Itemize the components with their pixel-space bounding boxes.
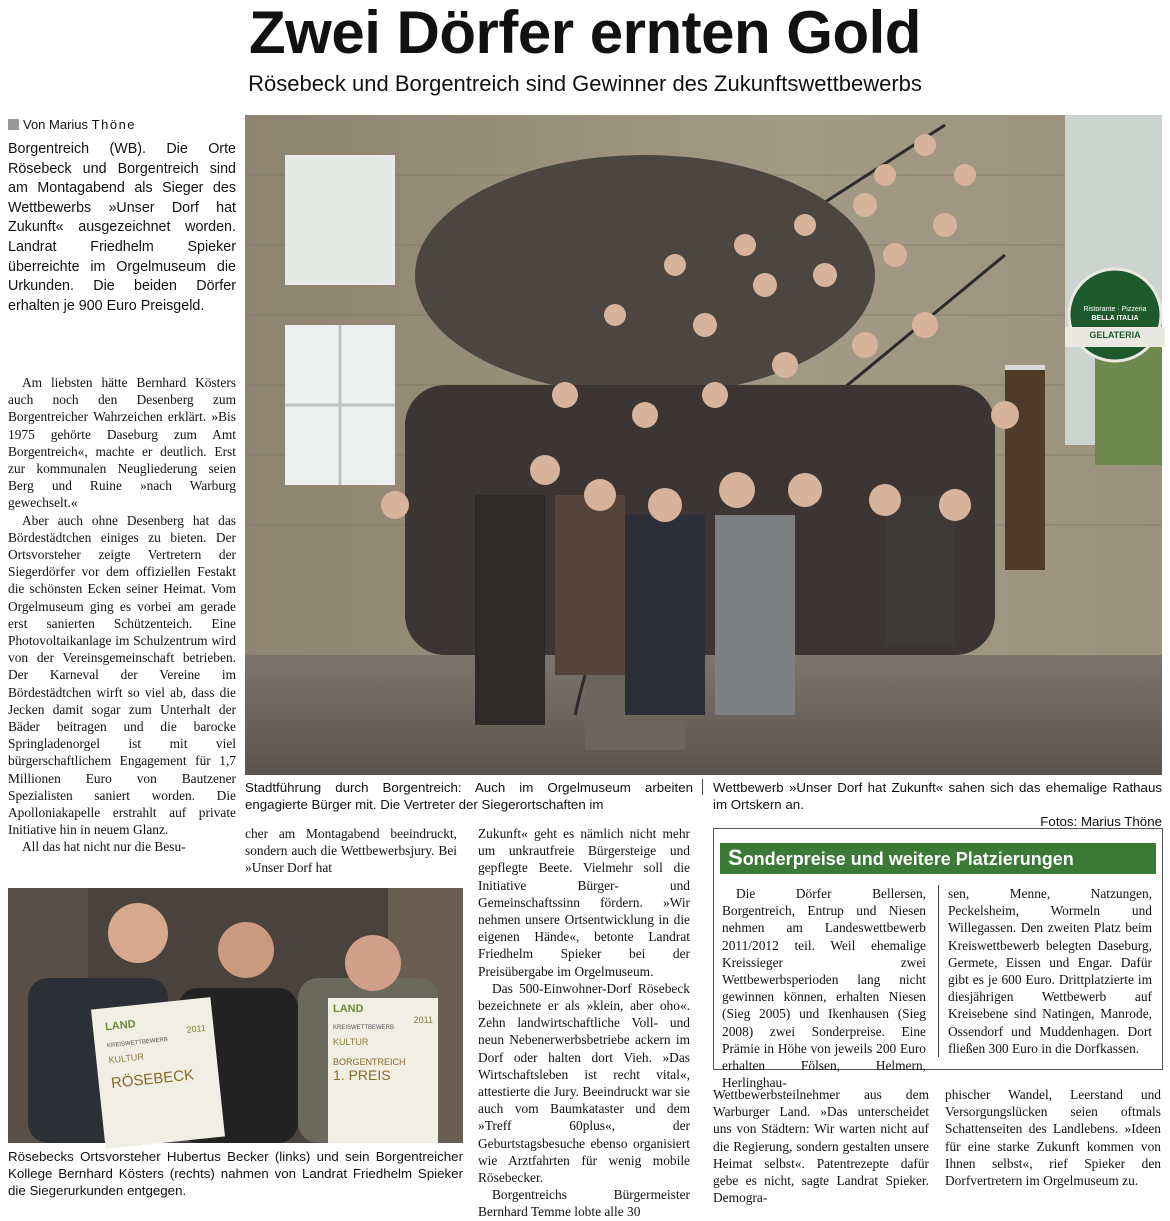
paragraph: Das 500-Einwohner-Dorf Rösebeck bezeichnete er als »klein, aber oho«. Zehn landwirtschaftliche Voll- und neun Nebenerwerbsbetriebe ackern im Dorf oder halten dort Vieh. »Das Wirtschaftsleben ist recht vital«, attestierte die Jury. Beeindruckt war sie auch vom Baumkataster und dem »Treff 60plus«, der Geburtstagsbesuche ebenso organisiert wie Arztfahrten für wenig mobile Rösebecker. [478, 980, 690, 1186]
main-photo-caption-right: Wettbewerb »Unser Dorf hat Zukunft« sahen sich das ehemalige Rathaus im Ortskern an. Fotos: Marius Thöne [713, 780, 1162, 829]
byline-marker [8, 119, 19, 130]
paragraph: All das hat nicht nur die Besu- [22, 839, 186, 855]
article-column-5: phischer Wandel, Leerstand und Versorgungslücken seien oftmals Schattenseiten des Landlebens. »Ideen für eine starke Zukunft kommen von Ihnen selbst«, rief Spieker den Dorfvertretern im Orgelmuseum zu. [945, 1087, 1161, 1189]
subheadline: Rösebeck und Borgentreich sind Gewinner des Zukunftswettbewerbs [248, 71, 922, 96]
sidebar-column-right: sen, Menne, Natzungen, Peckelsheim, Wormeln und Willegassen. Den zweiten Platz beim Kreiswettbewerb belegten Daseburg, Germete, Eissen und Engar. Dafür gibt es je 600 Euro. Drittplatzierte im diesjährigen Wettbewerb auf Kreisebene sind Natingen, Manrode, Ossendorf und Muddenhagen. Dort fließen 300 Euro in die Dorfkassen. [948, 886, 1152, 1056]
main-photo-caption-left: Stadtführung durch Borgentreich: Auch im Orgelmuseum arbeiten engagierte Bürger mit. Die Vertreter der Siegerortschaften im [245, 780, 693, 812]
byline: Von Marius Thöne [8, 117, 136, 133]
article-column-1 [8, 374, 236, 874]
restaurant-sign: Ristorante · Pizzeria BELLA ITALIA [1083, 306, 1147, 322]
certificate-rosebeck: LAND 2011 KREISWETTBEWERB KULTUR RÖSEBECK [104, 1018, 207, 1093]
author-name: Thöne [91, 117, 137, 132]
caption-divider [702, 779, 703, 795]
article-column-3 [478, 825, 690, 1220]
sidebar-divider [938, 885, 939, 1057]
photo-credit: Fotos: Marius Thöne [1040, 814, 1162, 829]
paragraph: Borgentreichs Bürgermeister Bernhard Temme lobte alle 30 [478, 1187, 690, 1220]
headline: Zwei Dörfer ernten Gold [249, 0, 921, 66]
article-column-4: Wettbewerbsteilnehmer aus dem Warburger Land. »Das unterscheidet uns von Städtern: Wir warten nicht auf die Regierung, sondern gestalten unsere Heimat selbst«. Patentrezepte dafür gebe es nicht, sagte Landrat Spieker. Demogra- [713, 1087, 929, 1206]
gelateria-sign: GELATERIA [1089, 330, 1141, 340]
sidebar-title: Sonderpreise und weitere Platzierungen [720, 843, 1156, 874]
lead-text: Borgentreich (WB). Die Orte Rösebeck und Borgentreich sind am Montagabend als Sieger des Wettbewerbs »Unser Dorf hat Zukunft« ausgezeichnet worden. Landrat Friedhelm Spieker überreichte im Orgelmuseum die Urkunden. Die beiden Dörfer erhalten je 900 Euro Preisgeld. [8, 141, 236, 314]
paragraph: Aber auch ohne Desenberg hat das Bördestädtchen einiges zu bieten. Der Ortsvorsteher zeigte Vertretern der Siegerdörfer vor dem offiziellen Festakt die schönsten Ecken seiner Heimat. Vom Orgelmuseum ging es vorbei am gerade erst sanierten Schützenteich. Eine Photovoltaikanlage im Schulzentrum wird von der Vereinsgemeinschaft betrieben. Der Karneval der Vereine im Bördestädtchen wirft so viel ab, dass die Jecken damit sogar zum Unterhalt der Bäder beitragen und die barocke Springladenorgel ist mit viel bürgerschaftlichem Engagement für 1,7 Millionen Euro von Bautzener Spezialisten saniert worden. Die Apolloniakapelle erstrahlt auf private Initiative hin in neuem Glanz. [8, 512, 236, 838]
lead-column [8, 140, 236, 316]
paragraph: Am liebsten hätte Bernhard Kösters auch noch den Desenberg zum Borgentreicher Wahrzeichen erklärt. »Bis 1975 gehörte Daseburg zum Amt Borgentreich«, machte er deutlich. Erst zur kommunalen Neugliederung seien Berg und Ruine »nach Warburg gewechselt.« [8, 375, 236, 511]
sidebar-column-left: Die Dörfer Bellersen, Borgentreich, Entrup und Niesen nehmen am Landeswettbewerb 2011/2012 teil. Weil ehemalige Kreissieger zwei Wettbewerbsperioden lang nicht gewinnen können, erhalten Niesen (Sieg 2005) und Ikenhausen (Sieg 2008) zwei Sonderpreise. Eine Prämie in Höhe von jeweils 200 Euro erhalten Fölsen, Helmern, Herlinghau- [722, 886, 926, 1091]
main-group-photo [245, 115, 1162, 775]
award-photo-caption: Rösebecks Ortsvorsteher Hubertus Becker (links) und sein Borgentreicher Kollege Bernhard Kösters (rechts) nahmen von Landrat Friedhelm Spieker die Siegerurkunden entgegen. [8, 1149, 463, 1198]
certificate-borgentreich: LAND 2011 KREISWETTBEWERB KULTUR BORGENTREICH 1. PREIS [333, 1003, 433, 1083]
sidebar-box [713, 828, 1163, 1091]
award-photo [8, 888, 463, 1143]
paragraph: Zukunft« geht es nämlich nicht mehr um unkrautfreie Bürgersteige und gepflegte Beete. Vielmehr soll die Initiative Bürger- und Gemeinschaftssinn fördern. »Wir nehmen unsere Ortsentwicklung in die eigenen Hände«, betonte Landrat Friedhelm Spieker bei der Preisübergabe im Orgelmuseum. [478, 826, 690, 979]
article-column-2: cher am Montagabend beeindruckt, sondern auch die Wettbewerbsjury. Bei »Unser Dorf hat [245, 826, 457, 876]
